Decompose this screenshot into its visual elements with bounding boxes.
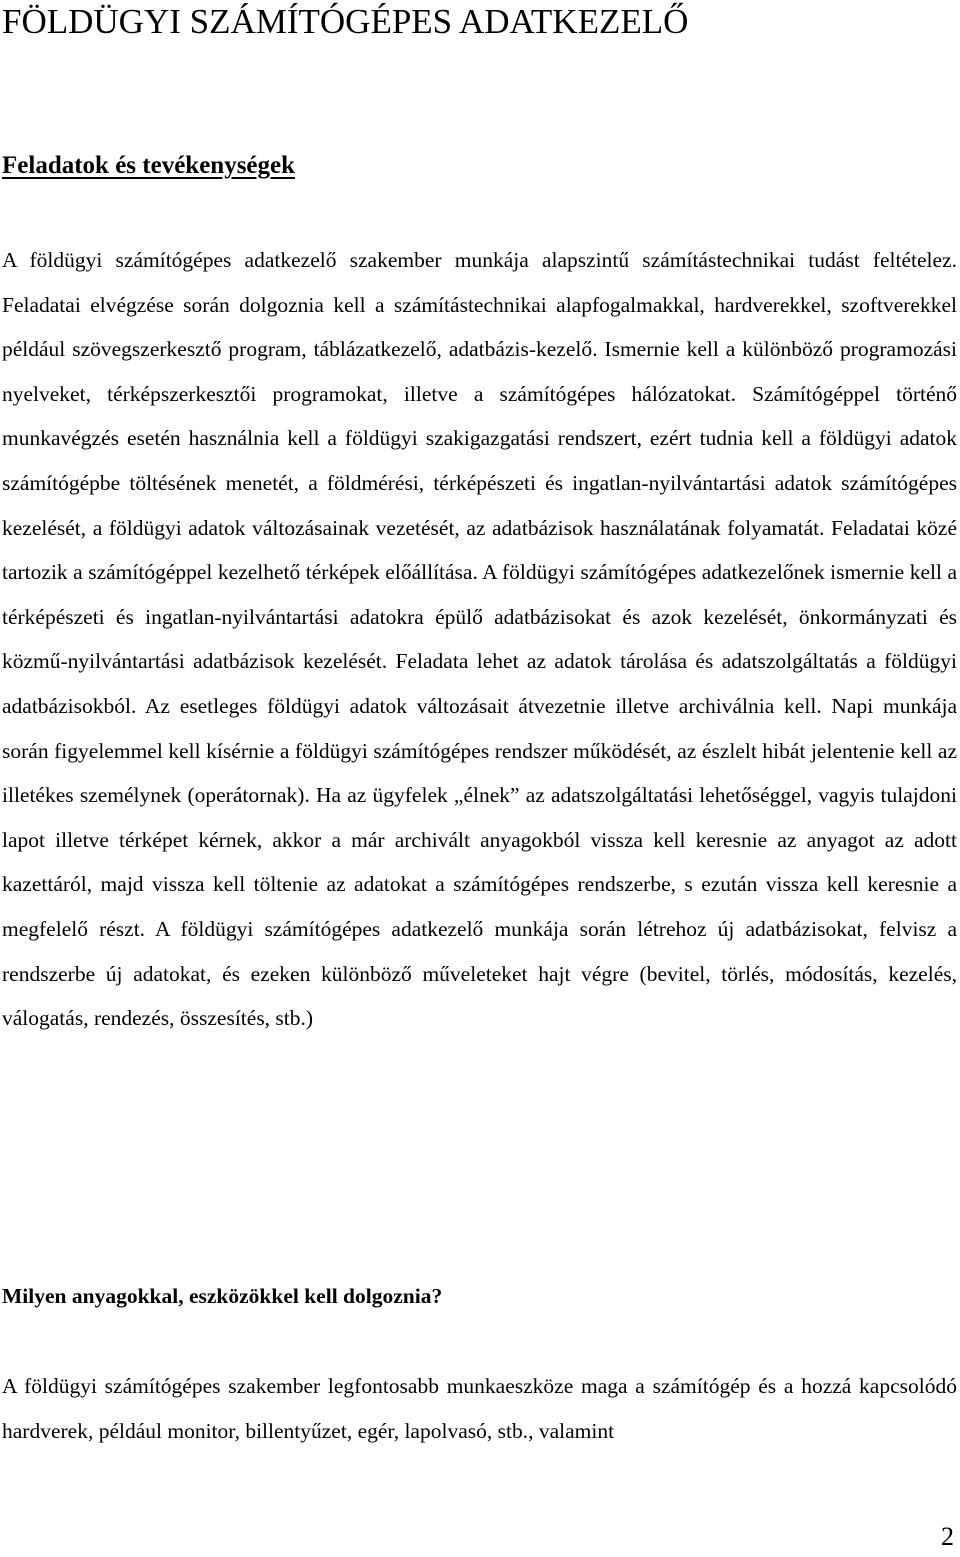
page-number: 2 — [941, 1522, 954, 1551]
body-paragraph-tasks: A földügyi számítógépes adatkezelő szakember munkája alapszintű számítástechnikai tudást feltételez. Feladatai elvégzése során dolgoznia kell a számítástechnikai alapfogalmakkal, hardverekkel, szoftverekkel például szövegszerkesztő program, táblázatkezelő, adatbázis-kezelő. Ismernie kell a különböző programozási nyelveket, térképszerkesztői programokat, illetve a számítógépes hálózatokat. Számítógéppel történő munkavégzés esetén használnia kell a földügyi szakigazgatási rendszert, ezért tudnia kell a földügyi adatok számítógépbe töltésének menetét, a földmérési, térképészeti és ingatlan-nyilvántartási adatok számítógépes kezelését, a földügyi adatok változásainak vezetését, az adatbázisok használatának folyamatát. Feladatai közé tartozik a számítógéppel kezelhető térképek előállítása. A földügyi számítógépes adatkezelőnek ismernie kell a térképészeti és ingatlan-nyilvántartási adatokra épülő adatbázisokat és azok kezelését, önkormányzati és közmű-nyilvántartási adatbázisok kezelését. Feladata lehet az adatok tárolása és adatszolgáltatás a földügyi adatbázisokból. Az esetleges földügyi adatok változásait átvezetnie illetve archiválnia kell. Napi munkája során figyelemmel kell kísérnie a földügyi számítógépes rendszer működését, az észlelt hibát jelentenie kell az illetékes személynek (operátornak). Ha az ügyfelek „élnek” az adatszolgáltatási lehetőséggel, vagyis tulajdoni lapot illetve térképet kérnek, akkor a már archivált anyagokból vissza kell keresnie az anyagot az adott kazettáról, majd vissza kell töltenie az adatokat a számítógépes rendszerbe, s ezután vissza kell keresnie a megfelelő részt. A földügyi számítógépes adatkezelő munkája során létrehoz új adatbázisokat, felvisz a rendszerbe új adatokat, és ezeken különböző műveleteket hajt végre (bevitel, törlés, módosítás, kezelés, válogatás, rendezés, összesítés, stb.) — [2, 248, 957, 1031]
body-paragraph-tools: A földügyi számítógépes szakember legfontosabb munkaeszköze maga a számítógép és a hozzá kapcsolódó hardverek, például monitor, billentyűzet, egér, lapolvasó, stb., valamint — [2, 1374, 957, 1443]
subheading-materials: Milyen anyagokkal, eszközökkel kell dolgoznia? — [2, 1284, 443, 1308]
section-heading: Feladatok és tevékenységek — [2, 152, 296, 179]
document-title: FÖLDÜGYI SZÁMÍTÓGÉPES ADATKEZELŐ — [2, 2, 689, 41]
